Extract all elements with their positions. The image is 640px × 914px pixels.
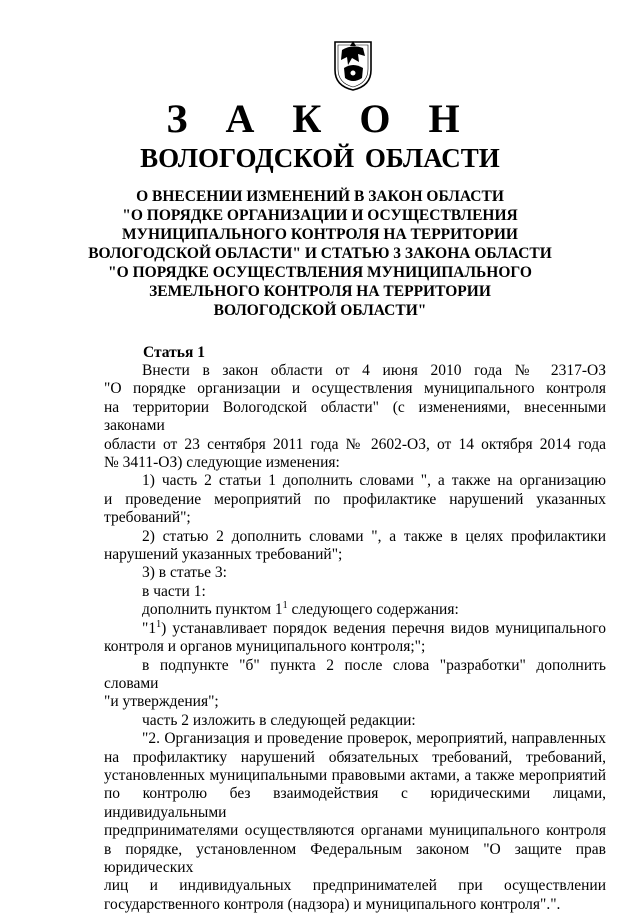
- body-text: ) устанавливает порядок ведения перечня видов муниципального: [161, 619, 606, 637]
- body-line: [104, 620, 606, 638]
- body-line: предпринимателями осуществляются органами муниципального контроля: [104, 822, 606, 840]
- body-line: по контролю без взаимодействия с юридическими лицами, индивидуальными: [104, 785, 606, 821]
- law-name: [80, 187, 560, 320]
- body-text: "1: [142, 619, 157, 637]
- body-line: в части 1:: [142, 582, 206, 600]
- body-text: следующего содержания:: [291, 601, 459, 619]
- body-line: государственного контроля (надзора) и муниципального контроля".".: [104, 895, 561, 913]
- body-line: контроля и органов муниципального контроля;";: [104, 638, 426, 656]
- superscript: 1: [156, 618, 162, 630]
- superscript: 1: [282, 600, 288, 612]
- coat-of-arms-emblem: [332, 38, 374, 92]
- body-line: на профилактику нарушений обязательных требований, требований,: [104, 748, 606, 766]
- law-name-line: ЗЕМЕЛЬНОГО КОНТРОЛЯ НА ТЕРРИТОРИИ: [149, 283, 491, 300]
- body-line: нарушений указанных требований";: [104, 546, 343, 564]
- body-line: [104, 601, 606, 619]
- body-line: часть 2 изложить в следующей редакции:: [142, 711, 416, 729]
- body-line: № 3411-ОЗ) следующие изменения:: [104, 454, 340, 472]
- body-line: 1) часть 2 статьи 1 дополнить словами ", а также на организацию: [142, 472, 606, 490]
- body-line: в порядке, установленном Федеральным законом "О защите прав юридических: [104, 840, 606, 876]
- body-line: "2. Организация и проведение проверок, мероприятий, направленных: [142, 730, 606, 748]
- body-line: и проведение мероприятий по профилактике нарушений указанных: [104, 490, 606, 508]
- article-body: [104, 362, 606, 914]
- law-name-line: ВОЛОГОДСКОЙ ОБЛАСТИ" И СТАТЬЮ 3 ЗАКОНА ОБЛАСТИ: [88, 245, 552, 262]
- document-title: З А К О Н: [166, 96, 474, 141]
- body-line: "и утверждения";: [104, 693, 219, 711]
- body-line: 2) статью 2 дополнить словами ", а также в целях профилактики: [142, 527, 606, 545]
- law-name-line: "О ПОРЯДКЕ ОСУЩЕСТВЛЕНИЯ МУНИЦИПАЛЬНОГО: [108, 264, 532, 281]
- article-title: Статья 1: [143, 344, 205, 361]
- body-line: 3) в статье 3:: [142, 564, 227, 582]
- body-line: требований";: [104, 509, 191, 527]
- body-line: "О порядке организации и осуществления муниципального контроля: [104, 380, 606, 398]
- body-line: в подпункте "б" пункта 2 после слова "разработки" дополнить словами: [104, 656, 606, 692]
- law-name-line: "О ПОРЯДКЕ ОРГАНИЗАЦИИ И ОСУЩЕСТВЛЕНИЯ: [122, 207, 518, 224]
- law-name-line: ВОЛОГОДСКОЙ ОБЛАСТИ": [213, 302, 427, 319]
- document-region-title: ВОЛОГОДСКОЙ ОБЛАСТИ: [140, 143, 500, 173]
- body-line: лиц и индивидуальных предпринимателей при осуществлении: [104, 877, 606, 895]
- law-name-line: О ВНЕСЕНИИ ИЗМЕНЕНИЙ В ЗАКОН ОБЛАСТИ: [136, 188, 504, 205]
- body-line: на территории Вологодской области" (с изменениями, внесенными законами: [104, 398, 606, 435]
- law-name-line: МУНИЦИПАЛЬНОГО КОНТРОЛЯ НА ТЕРРИТОРИИ: [122, 226, 518, 243]
- body-line: Внести в закон области от 4 июня 2010 года № 2317-ОЗ: [142, 362, 606, 379]
- body-line: области от 23 сентября 2011 года № 2602-ОЗ, от 14 октября 2014 года: [104, 435, 606, 453]
- body-line: установленных муниципальными правовыми актами, а также мероприятий: [104, 766, 606, 784]
- body-text: дополнить пунктом 1: [142, 601, 283, 619]
